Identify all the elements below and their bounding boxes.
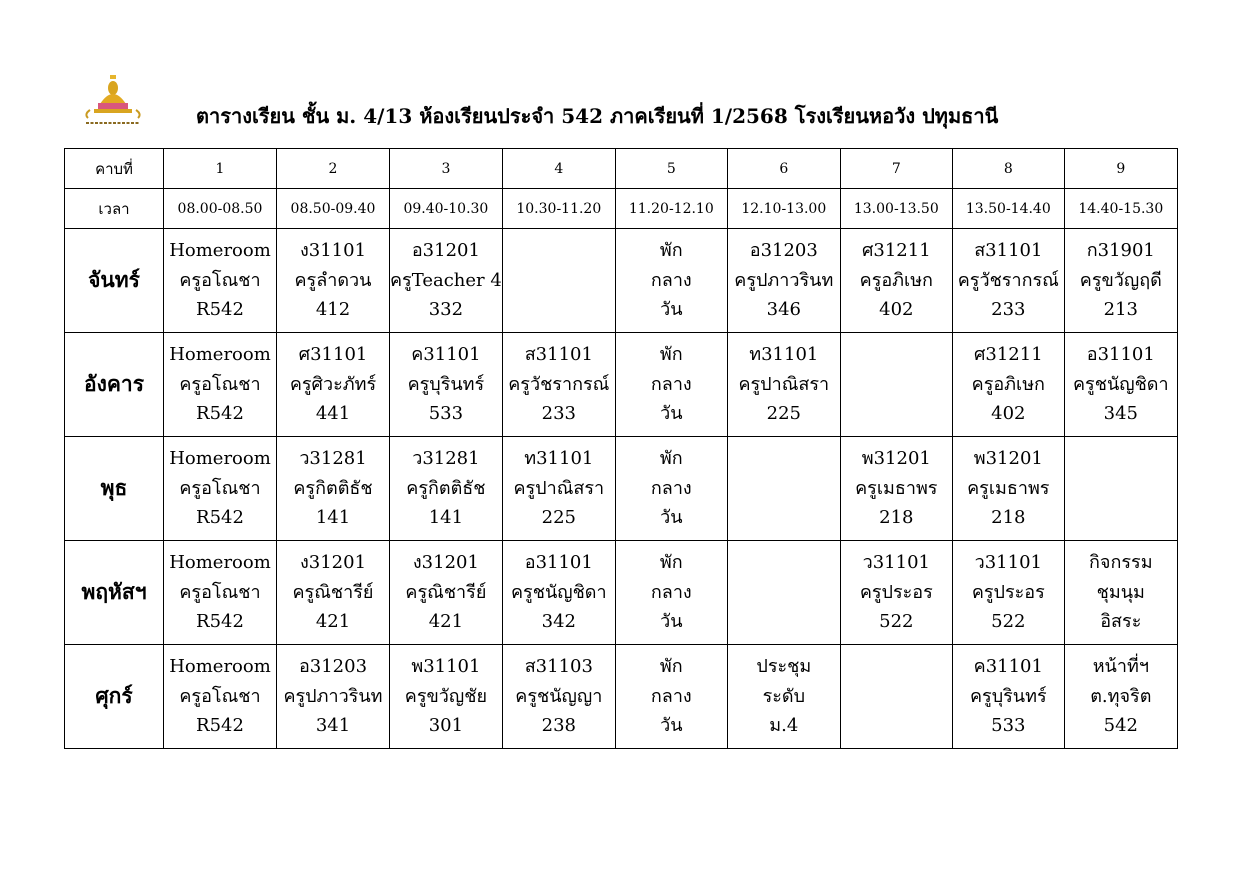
cell-subject-code: อ31203 [298,656,368,678]
cell-teacher-name: ครูTeacher 4 [390,269,502,291]
class-cell [727,437,840,541]
cell-room-number: 301 [428,715,464,737]
cell-teacher-name: ครูชนัญญา [515,685,603,707]
cell-subject-code: Homeroom [169,552,271,574]
cell-subject-code: Homeroom [169,240,271,262]
cell-subject-code: ว31101 [974,552,1042,574]
cell-subject-code: พัก [659,552,683,574]
cell-teacher-name [841,682,952,712]
class-cell [390,645,503,749]
class-cell [164,229,277,333]
class-cell [615,541,727,645]
time-slot: 13.00-13.50 [840,189,952,229]
cell-teacher-name: ครูชนัญชิดา [1073,373,1169,395]
period-number: 4 [502,149,615,189]
period-header-row [65,149,1178,189]
day-row [65,645,1178,749]
cell-room-number: 233 [991,299,1026,321]
cell-room-number: วัน [660,715,683,737]
cell-room-number: R542 [196,715,244,737]
day-name: พฤหัสฯ [65,541,164,645]
cell-subject-code [728,444,840,474]
period-number: 6 [727,149,840,189]
cell-subject-code: พัก [659,240,683,262]
cell-teacher-name: ครูเมธาพร [967,477,1050,499]
cell-teacher-name: ครูอโณชา [179,685,261,707]
cell-teacher-name: ครูกิตติธัช [406,477,486,499]
cell-teacher-name: ครูบุรินทร์ [969,685,1047,707]
cell-room-number: 345 [1103,403,1138,425]
cell-subject-code [503,236,615,266]
class-cell [390,229,503,333]
cell-teacher-name: ครูปาณิสรา [738,373,830,395]
cell-room-number: ม.4 [769,715,799,737]
cell-room-number: วัน [660,507,683,529]
class-cell [164,437,277,541]
class-cell [502,437,615,541]
cell-subject-code: ค31101 [411,344,481,366]
cell-teacher-name: ครูบุรินทร์ [407,373,485,395]
cell-room-number: 218 [879,507,914,529]
cell-room-number: R542 [196,299,244,321]
cell-subject-code: พัก [659,344,683,366]
class-cell [164,333,277,437]
cell-room-number: 218 [991,507,1026,529]
cell-subject-code [728,548,840,578]
class-cell [952,229,1064,333]
cell-room-number: 522 [991,611,1026,633]
cell-subject-code: พัก [659,448,683,470]
cell-room-number: 332 [428,299,464,321]
class-cell [502,645,615,749]
cell-teacher-name: กลาง [650,477,692,499]
class-cell [164,645,277,749]
time-slot: 14.40-15.30 [1064,189,1177,229]
cell-teacher-name [728,578,840,608]
cell-subject-code: ว31101 [862,552,930,574]
cell-room-number: อิสระ [1100,611,1142,633]
cell-teacher-name: ครูลำดวน [294,269,372,291]
cell-subject-code [1065,444,1177,474]
cell-teacher-name: ครูอโณชา [179,477,261,499]
time-slot: 13.50-14.40 [952,189,1064,229]
class-cell [1064,437,1177,541]
time-slot: 11.20-12.10 [615,189,727,229]
cell-subject-code: อ31201 [411,240,480,262]
cell-teacher-name: ครูขวัญฤดี [1079,269,1162,291]
cell-teacher-name: ครูประอร [971,581,1045,603]
cell-subject-code: พัก [659,656,683,678]
cell-room-number: 522 [879,611,914,633]
cell-teacher-name: ครูณิชารีย์ [292,581,374,603]
class-cell [277,541,390,645]
day-name: ศุกร์ [65,645,164,749]
time-row [65,189,1178,229]
cell-subject-code: อ31101 [524,552,593,574]
cell-room-number: 213 [1103,299,1138,321]
cell-teacher-name: ครูชนัญชิดา [511,581,607,603]
cell-teacher-name: ครูขวัญชัย [404,685,488,707]
cell-room-number: R542 [196,507,244,529]
cell-room-number: 141 [315,507,351,529]
class-cell [277,333,390,437]
cell-subject-code: ว31281 [299,448,367,470]
cell-room-number: 341 [315,715,351,737]
cell-subject-code: Homeroom [169,344,271,366]
cell-room-number [503,295,615,325]
cell-teacher-name: ครูเมธาพร [855,477,938,499]
class-cell [727,541,840,645]
cell-subject-code: ก31901 [1086,240,1155,262]
cell-teacher-name: กลาง [650,269,692,291]
class-cell [1064,645,1177,749]
cell-teacher-name: กลาง [650,685,692,707]
class-cell [502,541,615,645]
cell-teacher-name: ต.ทุจริต [1090,685,1152,707]
time-slot: 12.10-13.00 [727,189,840,229]
cell-room-number: 441 [315,403,351,425]
class-cell [615,229,727,333]
cell-teacher-name: กลาง [650,581,692,603]
class-cell [727,333,840,437]
cell-room-number [728,607,840,637]
cell-room-number: วัน [660,611,683,633]
cell-teacher-name: ครูอภิเษก [971,373,1045,395]
day-row [65,437,1178,541]
cell-room-number: 542 [1103,715,1138,737]
cell-subject-code: พ31201 [861,448,931,470]
cell-subject-code: ง31101 [299,240,367,262]
cell-room-number [841,711,952,741]
day-row [65,333,1178,437]
cell-subject-code: ท31101 [524,448,594,470]
cell-teacher-name: ระดับ [762,685,806,707]
period-number: 8 [952,149,1064,189]
page-title: ตารางเรียน ชั้น ม. 4/13 ห้องเรียนประจำ 542 ภาคเรียนที่ 1/2568 โรงเรียนหอวัง ปทุมธานี [196,104,999,128]
class-cell [727,645,840,749]
class-cell [390,333,503,437]
cell-room-number: 402 [879,299,914,321]
cell-teacher-name [1065,474,1177,504]
time-label: เวลา [65,189,164,229]
class-cell [502,333,615,437]
cell-subject-code: ส31101 [524,344,593,366]
cell-subject-code: ง31201 [412,552,479,574]
cell-teacher-name: ครูปภาวรินท [734,269,834,291]
cell-subject-code: Homeroom [169,656,271,678]
period-number: 7 [840,149,952,189]
class-cell [277,229,390,333]
class-cell [952,437,1064,541]
cell-room-number: 225 [541,507,576,529]
cell-teacher-name: ครูปาณิสรา [513,477,605,499]
day-name: พุธ [65,437,164,541]
class-cell [1064,541,1177,645]
cell-subject-code: ง31201 [299,552,367,574]
day-name: อังคาร [65,333,164,437]
class-cell [615,437,727,541]
cell-room-number: 421 [315,611,351,633]
class-cell [164,541,277,645]
cell-teacher-name: ครูวัชรากรณ์ [508,373,610,395]
period-number: 3 [390,149,503,189]
timetable [64,148,1178,749]
cell-teacher-name: ครูอโณชา [179,373,261,395]
cell-teacher-name: ครูกิตติธัช [293,477,373,499]
cell-subject-code: อ31101 [1086,344,1155,366]
class-cell [615,333,727,437]
cell-subject-code: ค31101 [973,656,1043,678]
cell-room-number: 141 [428,507,464,529]
class-cell [1064,333,1177,437]
cell-room-number: 342 [541,611,576,633]
cell-teacher-name: ครูอภิเษก [859,269,933,291]
class-cell [840,437,952,541]
cell-room-number: 533 [428,403,464,425]
cell-room-number: 238 [541,715,576,737]
class-cell [952,333,1064,437]
cell-teacher-name: กลาง [650,373,692,395]
class-cell [1064,229,1177,333]
class-cell [952,541,1064,645]
day-row [65,541,1178,645]
cell-room-number: วัน [660,299,683,321]
cell-subject-code: หน้าที่ฯ [1092,656,1149,678]
cell-room-number [841,399,952,429]
period-label: คาบที่ [65,149,164,189]
cell-room-number [1065,503,1177,533]
cell-room-number: 533 [991,715,1026,737]
cell-room-number: 346 [766,299,801,321]
school-emblem-logo [80,70,146,128]
period-number: 9 [1064,149,1177,189]
cell-subject-code [841,652,952,682]
cell-teacher-name: ครูปภาวรินท [283,685,383,707]
cell-room-number: 225 [766,403,801,425]
cell-teacher-name [503,266,615,296]
class-cell [840,645,952,749]
class-cell [840,333,952,437]
cell-subject-code: ส31101 [974,240,1043,262]
class-cell [727,229,840,333]
day-row [65,229,1178,333]
cell-teacher-name: ครูอโณชา [179,269,261,291]
cell-subject-code: กิจกรรม [1089,552,1153,574]
class-cell [390,541,503,645]
day-name: จันทร์ [65,229,164,333]
class-cell [277,645,390,749]
class-cell [840,229,952,333]
time-slot: 10.30-11.20 [502,189,615,229]
class-cell [390,437,503,541]
cell-subject-code: ประชุม [756,656,812,678]
period-number: 1 [164,149,277,189]
cell-subject-code: ศ31211 [973,344,1043,366]
class-cell [615,645,727,749]
cell-teacher-name: ครูศิวะภัทร์ [289,373,377,395]
cell-subject-code: ศ31211 [861,240,931,262]
time-slot: 09.40-10.30 [390,189,503,229]
cell-room-number [728,503,840,533]
cell-room-number: วัน [660,403,683,425]
cell-teacher-name [841,370,952,400]
cell-subject-code: พ31101 [411,656,481,678]
cell-subject-code [841,340,952,370]
class-cell [952,645,1064,749]
cell-room-number: 233 [541,403,576,425]
time-slot: 08.50-09.40 [277,189,390,229]
class-cell [277,437,390,541]
period-number: 5 [615,149,727,189]
cell-teacher-name: ครูประอร [859,581,933,603]
cell-teacher-name: ครูณิชารีย์ [405,581,487,603]
cell-teacher-name [728,474,840,504]
cell-subject-code: ส31103 [524,656,593,678]
class-cell [840,541,952,645]
class-cell [502,229,615,333]
cell-teacher-name: ครูอโณชา [179,581,261,603]
cell-teacher-name: ชุมนุม [1096,581,1145,603]
cell-room-number: 421 [428,611,464,633]
cell-subject-code: ศ31101 [298,344,368,366]
cell-subject-code: พ31201 [973,448,1043,470]
cell-subject-code: ว31281 [412,448,480,470]
time-slot: 08.00-08.50 [164,189,277,229]
cell-subject-code: อ31203 [749,240,818,262]
cell-subject-code: ท31101 [749,344,819,366]
cell-room-number: 402 [991,403,1026,425]
cell-subject-code: Homeroom [169,448,271,470]
cell-room-number: R542 [196,403,244,425]
period-number: 2 [277,149,390,189]
cell-room-number: R542 [196,611,244,633]
cell-teacher-name: ครูวัชรากรณ์ [957,269,1059,291]
cell-room-number: 412 [315,299,351,321]
